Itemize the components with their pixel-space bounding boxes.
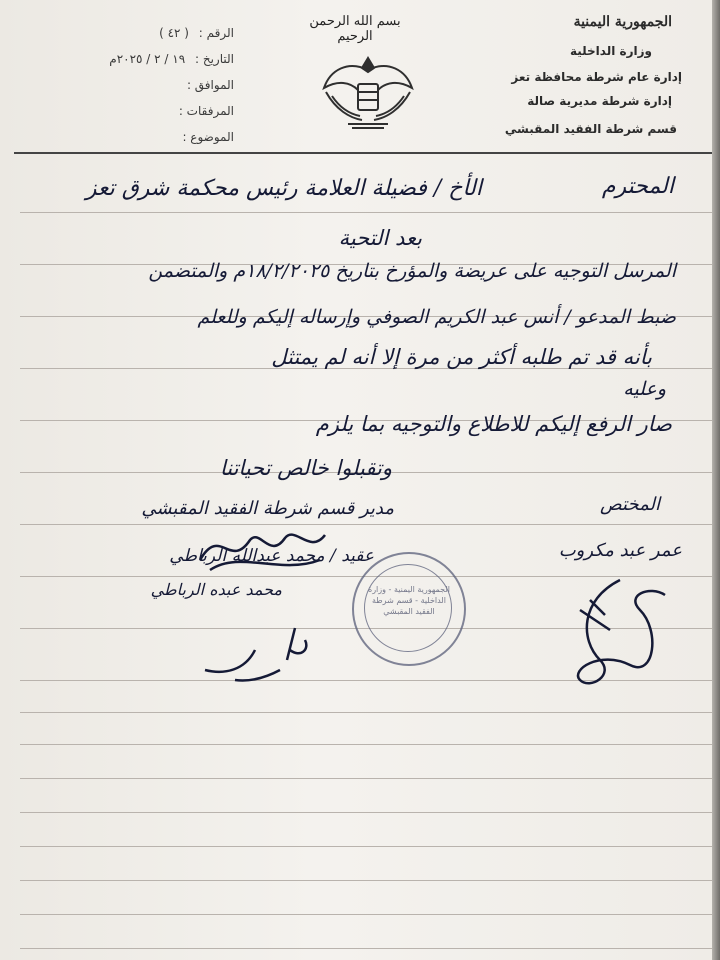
signatory-rank: عقيد / محمد عبدالله الرباطي — [169, 546, 374, 566]
letter-body-line-3: بأنه قد تم طلبه أكثر من مرة إلا أنه لم يمتثل — [271, 345, 652, 369]
letter-honorific: المحترم — [601, 174, 674, 199]
signatory-signature-icon — [190, 520, 330, 580]
stamp-text: الجمهورية اليمنية - وزارة الداخلية - قسم شرطة الفقيد المقبشي — [368, 585, 450, 616]
org-line-ministry: وزارة الداخلية — [569, 44, 652, 58]
header-divider — [14, 152, 712, 154]
letter-greeting: بعد التحية — [338, 226, 422, 250]
letter-body-line-4: وعليه — [623, 378, 666, 400]
officer-signature-icon — [560, 570, 680, 700]
bismillah: بسم الله الرحمن الرحيم — [309, 14, 401, 44]
field-subject — [182, 130, 234, 144]
org-line-station: قسم شرطة الفقيد المقبشي — [504, 122, 677, 136]
letter-body-line-2: ضبط المدعو / أنس عبد الكريم الصوفي وإرساله إليكم وللعلم — [197, 306, 676, 328]
letter-body-line-1: المرسل التوجيه على عريضة والمؤرخ بتاريخ ١٨/٢/٢٠٢٥م والمتضمن — [148, 260, 676, 282]
officer-name: عمر عبد مكروب — [558, 540, 682, 561]
officer-label: المختص — [600, 494, 660, 515]
field-corresponding-label: الموافق : — [186, 78, 234, 92]
org-line-governorate: إدارة عام شرطة محافظة تعز — [511, 70, 682, 84]
signatory-title: مدير قسم شرطة الفقيد المقبشي — [141, 498, 394, 519]
page-edge-shadow — [712, 0, 720, 960]
field-date — [109, 52, 234, 66]
letter-address: الأخ / فضيلة العلامة رئيس محكمة شرق تعز — [85, 176, 482, 201]
field-corresponding — [187, 78, 234, 92]
field-attachments-label: المرفقات : — [178, 104, 234, 118]
letter-body-line-6: وتقبلوا خالص تحياتنا — [219, 456, 392, 480]
signatory-name: محمد عبده الرباطي — [150, 580, 282, 599]
letter-body-line-5: صار الرفع إليكم للاطلاع والتوجيه بما يلزم — [315, 412, 672, 436]
field-number-value: ( ٤٢ ) — [159, 26, 189, 40]
field-number — [159, 26, 234, 40]
initials-signature-icon — [195, 620, 335, 690]
org-line-district: إدارة شرطة مديرية صالة — [527, 94, 672, 108]
field-date-value: ١٩ / ٢ / ٢٠٢٥م — [109, 52, 186, 66]
official-stamp — [352, 552, 466, 666]
field-number-label: الرقم : — [198, 26, 234, 40]
field-attachments — [179, 104, 234, 118]
eagle-emblem-icon — [318, 40, 418, 135]
org-line-country: الجمهورية اليمنية — [573, 14, 672, 30]
field-subject-label: الموضوع : — [182, 130, 234, 144]
field-date-label: التاريخ : — [194, 52, 234, 66]
